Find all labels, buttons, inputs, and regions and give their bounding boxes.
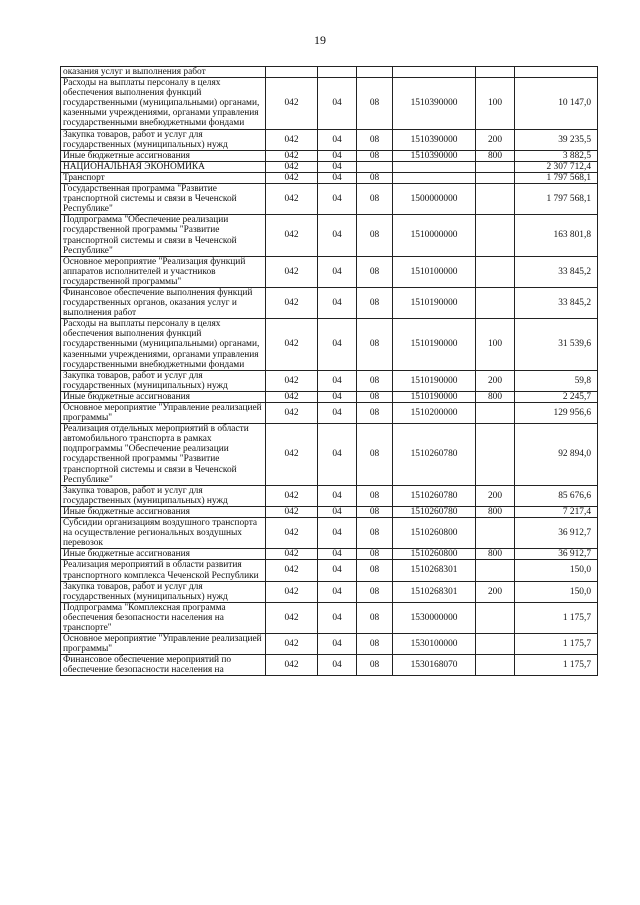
target-article-code: 1510190000 [393, 319, 476, 370]
amount: 2 245,7 [515, 391, 598, 402]
admin-code: 042 [266, 602, 318, 633]
subsection-code: 08 [357, 172, 393, 183]
expense-type-code [476, 184, 515, 215]
amount: 150,0 [515, 581, 598, 602]
row-name: Основное мероприятие "Управление реализацией программы" [61, 403, 266, 424]
target-article-code: 1510260780 [393, 485, 476, 506]
table-row [61, 129, 598, 150]
expense-type-code [476, 424, 515, 486]
page-number: 19 [314, 33, 326, 47]
target-article-code: 1500000000 [393, 184, 476, 215]
expense-type-code: 800 [476, 391, 515, 402]
table-row [61, 391, 598, 402]
row-name: НАЦИОНАЛЬНАЯ ЭКОНОМИКА [61, 161, 266, 172]
table-row [61, 319, 598, 370]
subsection-code: 08 [357, 424, 393, 486]
admin-code: 042 [266, 215, 318, 256]
section-code: 04 [318, 485, 357, 506]
table-row [61, 184, 598, 215]
amount: 39 235,5 [515, 129, 598, 150]
section-code: 04 [318, 602, 357, 633]
target-article-code: 1510390000 [393, 150, 476, 161]
row-name: Закупка товаров, работ и услуг для государственных (муниципальных) нужд [61, 485, 266, 506]
expense-type-code: 200 [476, 370, 515, 391]
table-row [61, 161, 598, 172]
section-code: 04 [318, 506, 357, 517]
expense-type-code [476, 634, 515, 655]
section-code: 04 [318, 518, 357, 549]
subsection-code: 08 [357, 560, 393, 581]
target-article-code: 1530000000 [393, 602, 476, 633]
expense-type-code: 100 [476, 78, 515, 129]
subsection-code: 08 [357, 370, 393, 391]
row-name: Реализация отдельных мероприятий в области автомобильного транспорта в рамках подпрограммы "Обеспечение реализации государственной программы "Развитие транспортной системы и связи в Чеченской Республике" [61, 424, 266, 486]
subsection-code: 08 [357, 549, 393, 560]
section-code: 04 [318, 581, 357, 602]
table-row [61, 424, 598, 486]
expense-type-code [476, 403, 515, 424]
admin-code: 042 [266, 549, 318, 560]
target-article-code: 1510190000 [393, 391, 476, 402]
table-row [61, 549, 598, 560]
expense-type-code: 200 [476, 129, 515, 150]
subsection-code [357, 161, 393, 172]
expense-type-code [476, 287, 515, 318]
row-name: Иные бюджетные ассигнования [61, 549, 266, 560]
admin-code: 042 [266, 256, 318, 287]
table-row [61, 215, 598, 256]
subsection-code: 08 [357, 403, 393, 424]
section-code: 04 [318, 549, 357, 560]
row-name: Подпрограмма "Комплексная программа обеспечения безопасности населения на транспорте" [61, 602, 266, 633]
row-name: оказания услуг и выполнения работ [61, 67, 266, 78]
target-article-code [393, 161, 476, 172]
row-name: Закупка товаров, работ и услуг для государственных (муниципальных) нужд [61, 581, 266, 602]
table-row [61, 67, 598, 78]
expense-type-code: 800 [476, 150, 515, 161]
target-article-code: 1510190000 [393, 370, 476, 391]
admin-code: 042 [266, 634, 318, 655]
section-code: 04 [318, 319, 357, 370]
subsection-code: 08 [357, 602, 393, 633]
row-name: Финансовое обеспечение выполнения функций государственных органов, оказания услуг и выполнения работ [61, 287, 266, 318]
target-article-code: 1510100000 [393, 256, 476, 287]
section-code: 04 [318, 215, 357, 256]
section-code: 04 [318, 184, 357, 215]
expense-type-code [476, 655, 515, 676]
subsection-code: 08 [357, 391, 393, 402]
subsection-code: 08 [357, 319, 393, 370]
amount: 163 801,8 [515, 215, 598, 256]
row-name: Реализация мероприятий в области развития транспортного комплекса Чеченской Республики [61, 560, 266, 581]
table-row [61, 602, 598, 633]
target-article-code: 1510390000 [393, 129, 476, 150]
target-article-code: 1510260780 [393, 424, 476, 486]
table-row [61, 256, 598, 287]
section-code: 04 [318, 424, 357, 486]
budget-table [60, 66, 598, 676]
amount: 7 217,4 [515, 506, 598, 517]
table-row [61, 634, 598, 655]
expense-type-code [476, 602, 515, 633]
amount: 1 175,7 [515, 602, 598, 633]
expense-type-code [476, 256, 515, 287]
row-name: Основное мероприятие "Управление реализацией программы" [61, 634, 266, 655]
target-article-code: 1510260800 [393, 549, 476, 560]
section-code: 04 [318, 78, 357, 129]
admin-code: 042 [266, 161, 318, 172]
admin-code: 042 [266, 78, 318, 129]
expense-type-code: 800 [476, 506, 515, 517]
section-code: 04 [318, 256, 357, 287]
target-article-code: 1510268301 [393, 560, 476, 581]
expense-type-code [476, 161, 515, 172]
section-code: 04 [318, 655, 357, 676]
amount: 92 894,0 [515, 424, 598, 486]
target-article-code: 1510000000 [393, 215, 476, 256]
expense-type-code [476, 67, 515, 78]
row-name: Иные бюджетные ассигнования [61, 506, 266, 517]
target-article-code: 1530100000 [393, 634, 476, 655]
table-row [61, 172, 598, 183]
table-row [61, 560, 598, 581]
amount: 1 797 568,1 [515, 184, 598, 215]
target-article-code: 1510260800 [393, 518, 476, 549]
admin-code: 042 [266, 172, 318, 183]
amount: 36 912,7 [515, 518, 598, 549]
admin-code: 042 [266, 518, 318, 549]
amount: 1 797 568,1 [515, 172, 598, 183]
expense-type-code [476, 172, 515, 183]
subsection-code: 08 [357, 634, 393, 655]
subsection-code: 08 [357, 78, 393, 129]
subsection-code: 08 [357, 129, 393, 150]
admin-code: 042 [266, 287, 318, 318]
target-article-code [393, 172, 476, 183]
admin-code: 042 [266, 506, 318, 517]
section-code: 04 [318, 403, 357, 424]
section-code: 04 [318, 150, 357, 161]
expense-type-code: 200 [476, 581, 515, 602]
expense-type-code: 200 [476, 485, 515, 506]
section-code: 04 [318, 287, 357, 318]
table-row [61, 518, 598, 549]
section-code: 04 [318, 161, 357, 172]
amount: 36 912,7 [515, 549, 598, 560]
row-name: Основное мероприятие "Реализация функций аппаратов исполнителей и участников государственной программы" [61, 256, 266, 287]
amount: 10 147,0 [515, 78, 598, 129]
amount: 31 539,6 [515, 319, 598, 370]
admin-code: 042 [266, 560, 318, 581]
table-row [61, 370, 598, 391]
table-row [61, 581, 598, 602]
target-article-code: 1510260780 [393, 506, 476, 517]
section-code [318, 67, 357, 78]
row-name: Расходы на выплаты персоналу в целях обеспечения выполнения функций государственными (муниципальными) органами, казенными учреждениями, органами управления государственными внебюджетными фондами [61, 319, 266, 370]
section-code: 04 [318, 172, 357, 183]
admin-code: 042 [266, 370, 318, 391]
subsection-code: 08 [357, 581, 393, 602]
row-name: Субсидии организациям воздушного транспорта на осуществление региональных воздушных перевозок [61, 518, 266, 549]
subsection-code: 08 [357, 287, 393, 318]
admin-code: 042 [266, 581, 318, 602]
target-article-code [393, 67, 476, 78]
admin-code: 042 [266, 655, 318, 676]
admin-code [266, 67, 318, 78]
section-code: 04 [318, 634, 357, 655]
table-row [61, 78, 598, 129]
amount: 1 175,7 [515, 634, 598, 655]
amount: 1 175,7 [515, 655, 598, 676]
section-code: 04 [318, 129, 357, 150]
table-row [61, 485, 598, 506]
admin-code: 042 [266, 424, 318, 486]
expense-type-code [476, 518, 515, 549]
amount: 3 882,5 [515, 150, 598, 161]
admin-code: 042 [266, 129, 318, 150]
subsection-code: 08 [357, 150, 393, 161]
section-code: 04 [318, 391, 357, 402]
admin-code: 042 [266, 391, 318, 402]
row-name: Транспорт [61, 172, 266, 183]
row-name: Расходы на выплаты персоналу в целях обеспечения выполнения функций государственными (муниципальными) органами, казенными учреждениями, органами управления государственными внебюджетными фондами [61, 78, 266, 129]
target-article-code: 1530168070 [393, 655, 476, 676]
amount: 2 307 712,4 [515, 161, 598, 172]
expense-type-code: 100 [476, 319, 515, 370]
admin-code: 042 [266, 485, 318, 506]
amount: 85 676,6 [515, 485, 598, 506]
row-name: Закупка товаров, работ и услуг для государственных (муниципальных) нужд [61, 370, 266, 391]
subsection-code [357, 67, 393, 78]
amount: 150,0 [515, 560, 598, 581]
target-article-code: 1510200000 [393, 403, 476, 424]
section-code: 04 [318, 560, 357, 581]
admin-code: 042 [266, 319, 318, 370]
table-row [61, 403, 598, 424]
table-row [61, 506, 598, 517]
expense-type-code [476, 215, 515, 256]
target-article-code: 1510268301 [393, 581, 476, 602]
table-row [61, 287, 598, 318]
subsection-code: 08 [357, 518, 393, 549]
subsection-code: 08 [357, 184, 393, 215]
target-article-code: 1510390000 [393, 78, 476, 129]
row-name: Закупка товаров, работ и услуг для государственных (муниципальных) нужд [61, 129, 266, 150]
admin-code: 042 [266, 150, 318, 161]
row-name: Подпрограмма "Обеспечение реализации государственной программы "Развитие транспортной системы и связи в Чеченской Республике" [61, 215, 266, 256]
target-article-code: 1510190000 [393, 287, 476, 318]
amount: 33 845,2 [515, 256, 598, 287]
table-row [61, 655, 598, 676]
subsection-code: 08 [357, 256, 393, 287]
amount: 59,8 [515, 370, 598, 391]
amount: 33 845,2 [515, 287, 598, 318]
admin-code: 042 [266, 184, 318, 215]
subsection-code: 08 [357, 485, 393, 506]
amount [515, 67, 598, 78]
row-name: Государственная программа "Развитие транспортной системы и связи в Чеченской Республике" [61, 184, 266, 215]
row-name: Финансовое обеспечение мероприятий по обеспечение безопасности населения на [61, 655, 266, 676]
expense-type-code: 800 [476, 549, 515, 560]
table-row [61, 150, 598, 161]
expense-type-code [476, 560, 515, 581]
row-name: Иные бюджетные ассигнования [61, 150, 266, 161]
row-name: Иные бюджетные ассигнования [61, 391, 266, 402]
amount: 129 956,6 [515, 403, 598, 424]
subsection-code: 08 [357, 655, 393, 676]
subsection-code: 08 [357, 215, 393, 256]
subsection-code: 08 [357, 506, 393, 517]
admin-code: 042 [266, 403, 318, 424]
section-code: 04 [318, 370, 357, 391]
